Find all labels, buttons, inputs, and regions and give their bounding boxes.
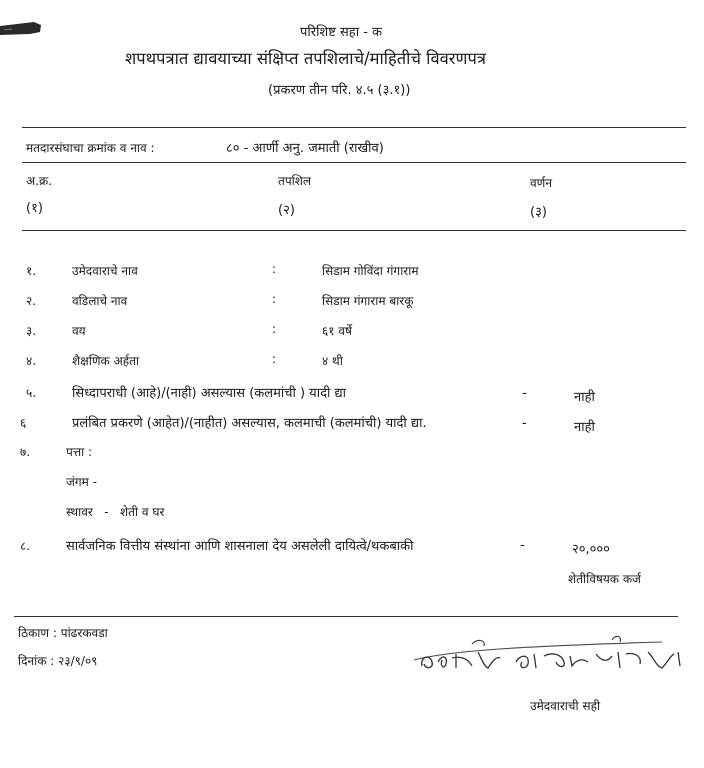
row-separator: : — [272, 352, 277, 366]
row-value: सिडाम गंगाराम बारकू — [322, 294, 414, 308]
column-header-description: वर्णन — [530, 176, 553, 190]
page-title: शपथपत्रात द्यावयाच्या संक्षिप्त तपशिलाचे/माहितीचे विवरणपत्र — [125, 49, 486, 68]
row-label: प्रलंबित प्रकरणे (आहेत)/(नाहीत) असल्यास, कलमाची (कलमांची) यादी द्या. — [72, 416, 427, 431]
row-separator: - — [520, 538, 525, 553]
divider-constituency — [22, 162, 686, 163]
row-number: १. — [26, 264, 37, 278]
row-value: सिडाम गोविंदा गंगाराम — [322, 264, 419, 278]
annex-label: परिशिष्ट सहा - क — [300, 25, 382, 40]
address-immovable: स्थावर - शेती व घर — [66, 505, 165, 519]
row-separator: : — [272, 322, 277, 336]
column-number-detail: (२) — [278, 203, 295, 218]
candidate-signature — [412, 632, 702, 678]
row-number: ५. — [26, 386, 37, 400]
address-movable: जंगम - — [66, 475, 97, 489]
row-value: ४ थी — [322, 354, 343, 368]
row-label: पत्ता : — [66, 445, 93, 459]
divider-top — [22, 127, 686, 128]
row-value-note: शेतीविषयक कर्ज — [568, 572, 641, 586]
signature-caption: उमेदवाराची सही — [530, 699, 601, 713]
divider-bottom — [14, 616, 678, 617]
row-separator: - — [522, 416, 527, 431]
constituency-label: मतदारसंघाचा क्रमांक व नाव : — [26, 141, 155, 155]
row-label: सिध्दापराधी (आहे)/(नाही) असल्यास (कलमांची ) यादी द्या — [72, 386, 347, 401]
row-value: ६१ वर्षे — [322, 324, 352, 338]
row-label: वडिलाचे नाव — [72, 294, 128, 308]
row-separator: : — [272, 262, 277, 276]
row-number: ८. — [20, 539, 31, 553]
row-number: ६ — [20, 416, 27, 430]
column-number-description: (३) — [530, 205, 547, 220]
row-number: ३. — [26, 324, 37, 338]
row-label: वय — [72, 324, 86, 338]
date-line: दिनांक : २३/९/०९ — [18, 654, 98, 668]
row-number: ४. — [26, 354, 37, 368]
row-value: नाही — [574, 390, 595, 405]
row-label: सार्वजनिक वित्तीय संस्थांना आणि शासनाला देय असलेली दायित्वे/थकबाकी — [66, 539, 414, 554]
row-label: शैक्षणिक अर्हता — [72, 354, 140, 368]
row-separator: : — [272, 292, 277, 306]
reference-note: (प्रकरण तीन परि. ४.५ (३.१)) — [268, 83, 411, 98]
column-header-serial: अ.क्र. — [26, 174, 53, 188]
row-number: ७. — [20, 445, 31, 459]
constituency-value: ८० - आर्णी अनु. जमाती (राखीव) — [226, 141, 384, 156]
column-header-detail: तपशिल — [278, 174, 312, 188]
row-value: नाही — [574, 420, 595, 435]
divider-columns — [22, 230, 686, 231]
place-line: ठिकाण : पांढरकवडा — [18, 626, 108, 640]
scan-mark — [0, 22, 42, 36]
row-separator: - — [522, 386, 527, 401]
row-label: उमेदवाराचे नाव — [72, 264, 138, 278]
column-number-serial: (१) — [26, 201, 43, 216]
row-number: २. — [26, 294, 37, 308]
row-value: २०,००० — [572, 542, 610, 557]
